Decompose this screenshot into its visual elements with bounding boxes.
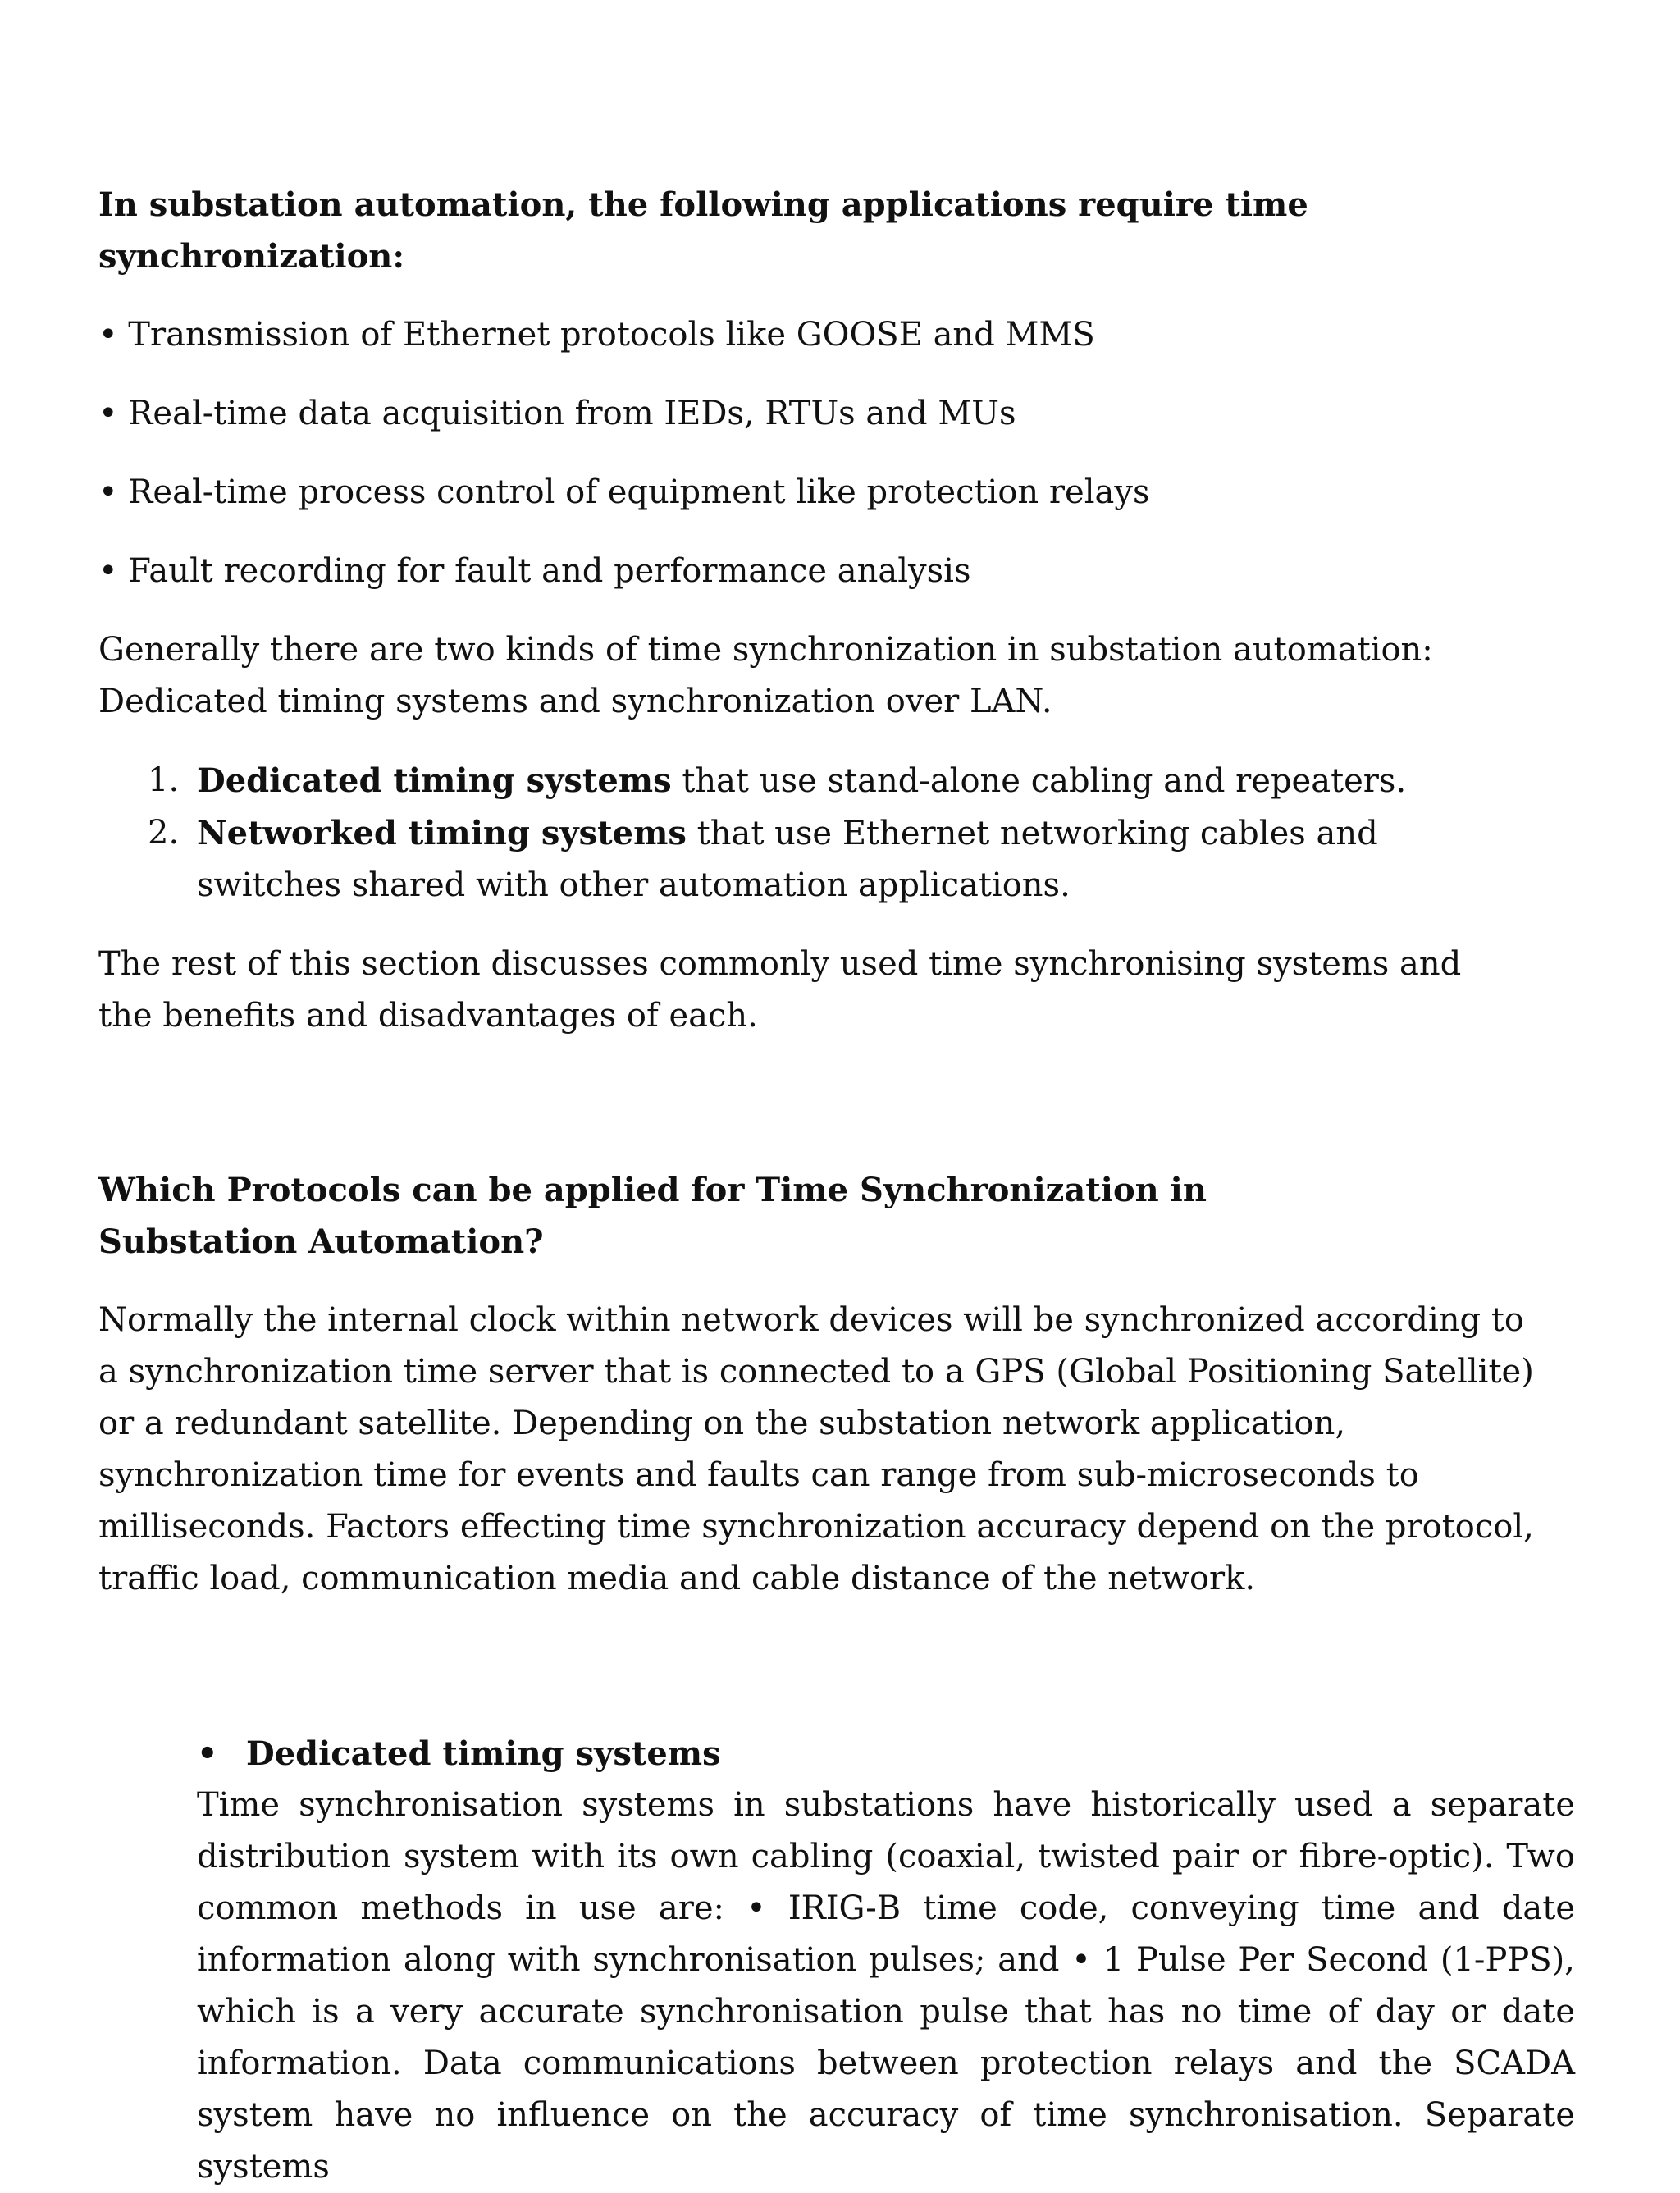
numbered-list [98,755,1575,911]
document-page [98,179,1575,2193]
bullet-icon: • [197,1734,218,1773]
dedicated-line: information along with synchronisation pulses; and • 1 Pulse Per Second (1-PPS), [197,1941,1575,1979]
item-number: 1. [148,761,180,799]
dedicated-title-text: Dedicated timing systems [246,1734,721,1773]
kinds-paragraph: Generally there are two kinds of time synchronization in substation automation: Dedicated timing systems and synchronization over LAN. [98,631,1433,720]
numbered-item [98,755,1575,807]
dedicated-title [197,1728,1575,1780]
dedicated-line: distribution system with its own cabling (coaxial, twisted pair or fibre-optic). Two [197,1838,1575,1875]
intro-heading: In substation automation, the following applications require time synchronization: [98,185,1308,276]
section-spacer [98,1632,1575,1728]
dedicated-line: information. Data communications between protection relays and the SCADA [197,2045,1575,2082]
dedicated-line: which is a very accurate synchronisation pulse that has no time of day or date [197,1993,1575,2031]
bullet-item: • Fault recording for fault and performance analysis [98,552,971,590]
bullet-item: • Transmission of Ethernet protocols like GOOSE and MMS [98,316,1095,354]
item-text: that use Ethernet networking cables and switches shared with other automation applications. [197,815,1378,904]
dedicated-line: Time synchronisation systems in substations have historically used a separate [197,1786,1575,1824]
item-bold-label: Dedicated timing systems [197,761,672,800]
numbered-item [98,807,1493,911]
item-text: that use stand-alone cabling and repeaters. [671,762,1407,800]
section-spacer [98,1069,1575,1164]
rest-paragraph: The rest of this section discusses commonly used time synchronising systems and the benefits and disadvantages of each. [98,945,1462,1035]
protocols-heading: Which Protocols can be applied for Time Synchronization in Substation Automation? [98,1171,1207,1261]
dedicated-line: common methods in use are: • IRIG-B time code, conveying time and date [197,1889,1575,1927]
bullet-item: • Real-time data acquisition from IEDs, RTUs and MUs [98,395,1016,432]
dedicated-section [98,1728,1575,2193]
item-bold-label: Networked timing systems [197,814,687,852]
protocols-paragraph: Normally the internal clock within network devices will be synchronized according to a synchronization time server that is connected to a GPS (Global Positioning Satellite) or a redundant satellite. Depending on the substation network application, synchronization time for events and faults can range from sub-microseconds to milliseconds. Factors effecting time synchronization accuracy depend on the protocol, traffic load, communication media and cable distance of the network. [98,1301,1534,1597]
dedicated-line: system have no influence on the accuracy of time synchronisation. Separate systems [197,2096,1575,2186]
item-number: 2. [148,814,180,852]
bullet-item: • Real-time process control of equipment like protection relays [98,473,1150,511]
